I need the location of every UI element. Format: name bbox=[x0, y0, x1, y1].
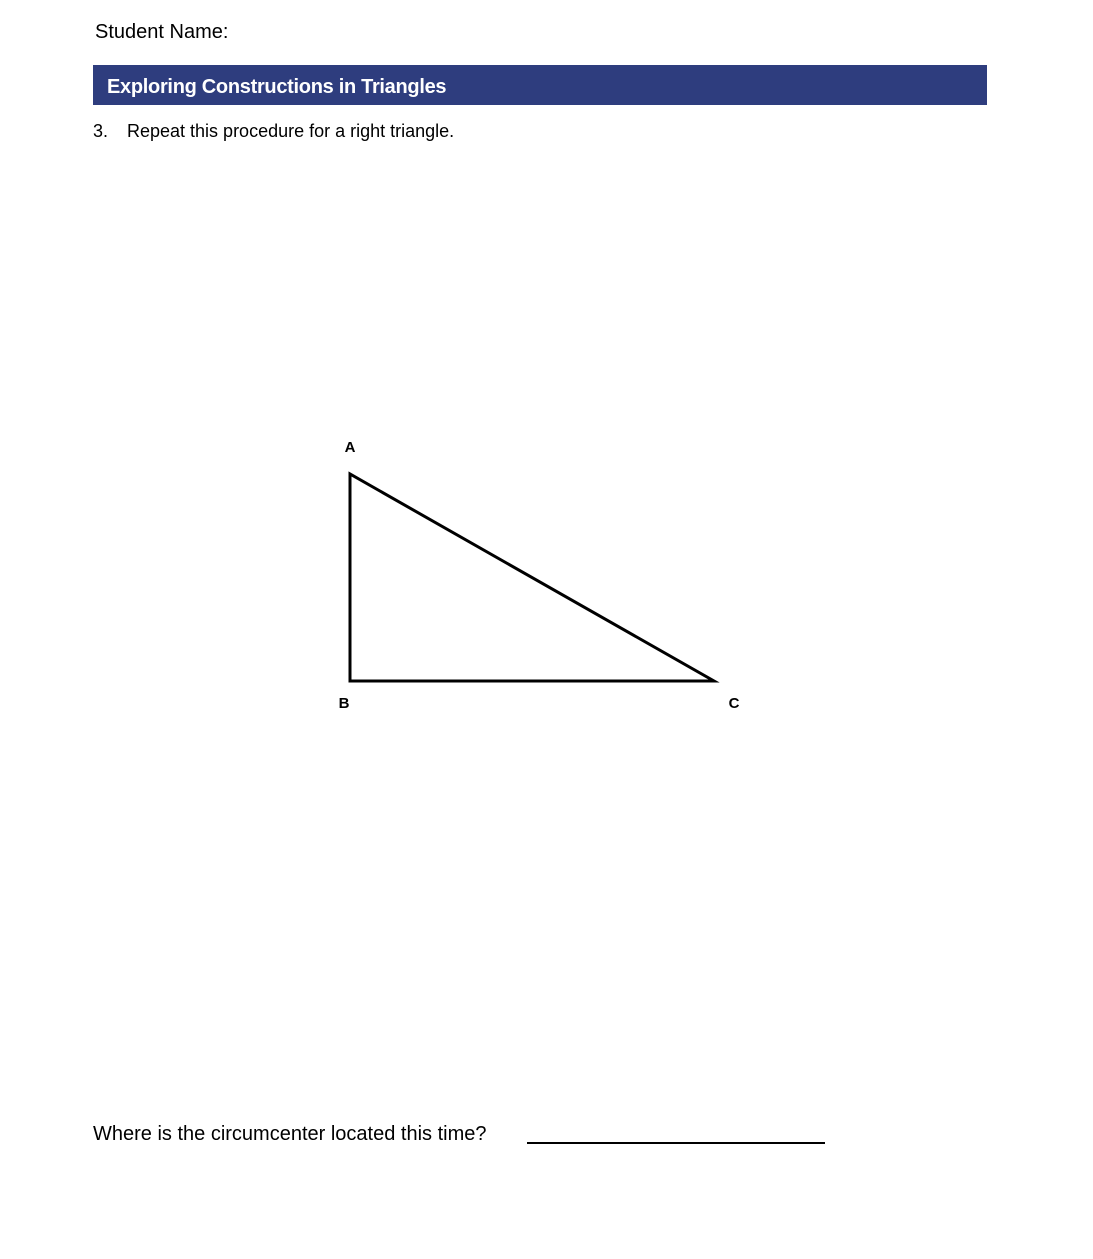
answer-prompt: Where is the circumcenter located this time? bbox=[93, 1123, 487, 1145]
student-name-label: Student Name: bbox=[95, 21, 229, 43]
vertex-label-a: A bbox=[344, 439, 356, 456]
question-text: Repeat this procedure for a right triangle. bbox=[127, 121, 455, 141]
question-number: 3. bbox=[93, 121, 109, 141]
triangle-abc bbox=[350, 474, 714, 681]
page-title: Exploring Constructions in Triangles bbox=[107, 76, 447, 98]
vertex-label-b: B bbox=[338, 695, 350, 712]
answer-blank[interactable] bbox=[527, 1142, 825, 1144]
vertex-label-c: C bbox=[728, 695, 740, 712]
